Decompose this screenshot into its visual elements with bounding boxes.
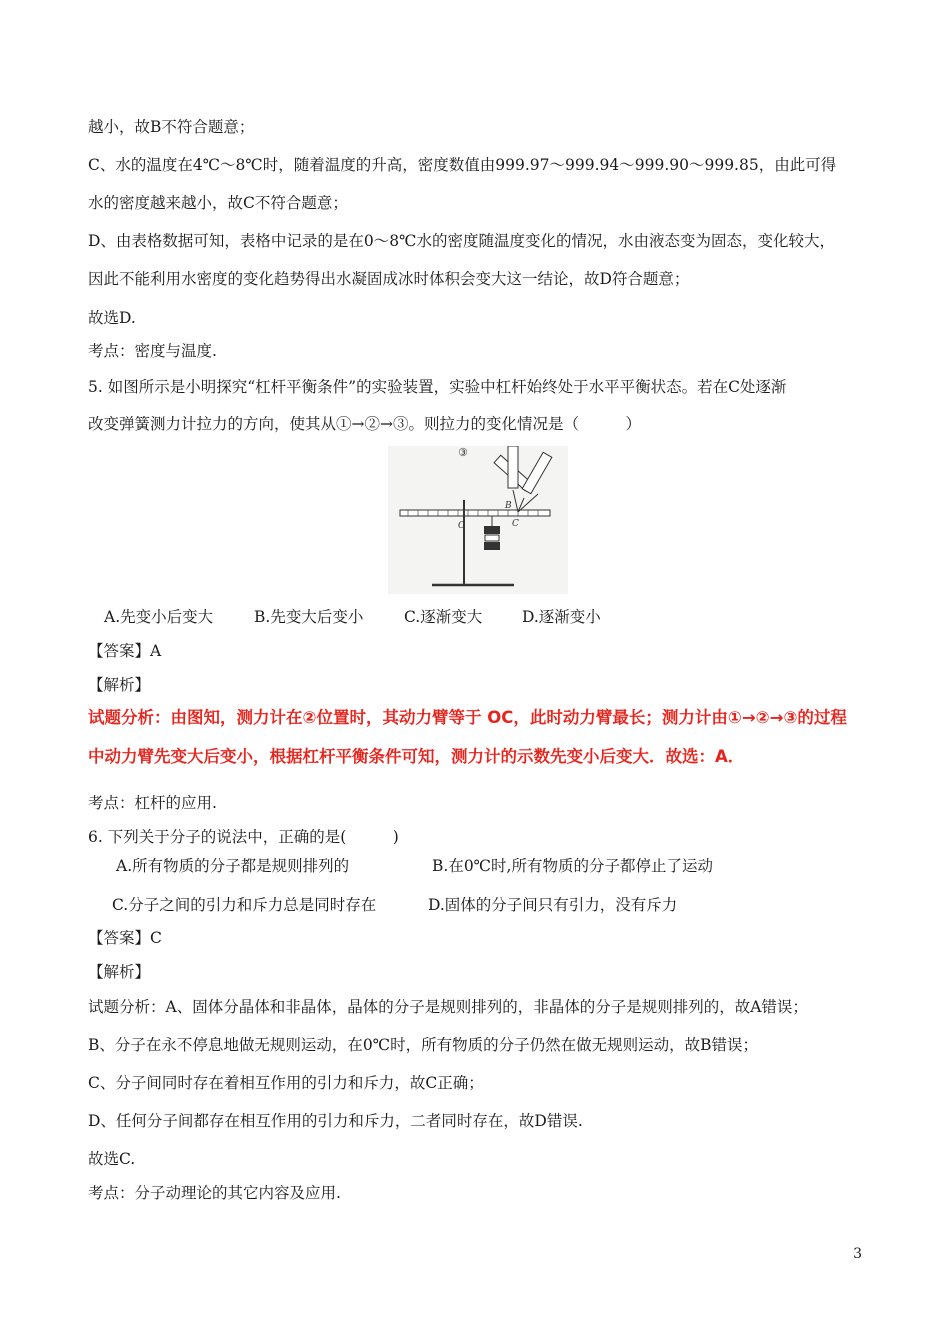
question-5-stem: 5. 如图所示是小明探究“杠杆平衡条件”的实验装置，实验中杠杆始终处于水平平衡状态。若在C处逐渐 <box>88 378 787 396</box>
option-d: D.逐渐变小 <box>522 608 601 626</box>
text-line: 水的密度越来越小，故C不符合题意； <box>88 194 348 212</box>
text-line: 故选D. <box>88 309 136 327</box>
option-a: A.先变小后变大 <box>104 608 214 626</box>
position-3-label: ③ <box>458 446 468 459</box>
topic-line: 考点：分子动理论的其它内容及应用. <box>88 1184 341 1202</box>
option-b: B.在0℃时,所有物质的分子都停止了运动 <box>432 857 713 875</box>
text-line: 考点：密度与温度. <box>88 342 217 360</box>
analysis-text-red: 中动力臂先变大后变小，根据杠杆平衡条件可知，测力计的示数先变小后变大．故选：A． <box>88 747 745 766</box>
lever-figure <box>388 446 568 594</box>
option-a: A.所有物质的分子都是规则排列的 <box>116 857 350 875</box>
question-5-stem: 改变弹簧测力计拉力的方向，使其从①→②→③。则拉力的变化情况是（ ） <box>88 415 641 433</box>
question-6-stem: 6. 下列关于分子的说法中，正确的是( ) <box>88 828 399 846</box>
text-line: C、水的温度在4℃～8℃时，随着温度的升高，密度数值由999.97～999.94～999.90～999.85，由此可得 <box>88 156 837 174</box>
point-c-label: C <box>512 519 519 529</box>
answer-label: 【答案】A <box>88 642 162 660</box>
option-b: B.先变大后变小 <box>254 608 364 626</box>
analysis-label: 【解析】 <box>88 963 151 981</box>
option-d: D.固体的分子间只有引力，没有斥力 <box>428 896 678 914</box>
point-b-label: B <box>505 501 512 511</box>
option-c: C.逐渐变大 <box>404 608 483 626</box>
text-line: 因此不能利用水密度的变化趋势得出水凝固成冰时体积会变大这一结论，故D符合题意； <box>88 270 690 288</box>
analysis-label: 【解析】 <box>88 676 151 694</box>
text-line: D、由表格数据可知，表格中记录的是在0～8℃水的密度随温度变化的情况，水由液态变为固态，变化较大， <box>88 232 835 250</box>
text-line: 故选C. <box>88 1150 136 1168</box>
text-line: 越小，故B不符合题意； <box>88 118 255 136</box>
answer-label: 【答案】C <box>88 929 162 947</box>
analysis-text-red: 试题分析：由图知，测力计在②位置时，其动力臂等于 OC，此时动力臂最长；测力计由①→②→③的过程 <box>88 708 847 727</box>
text-line: C、分子间同时存在着相互作用的引力和斥力，故C正确； <box>88 1074 484 1092</box>
topic-line: 考点：杠杆的应用. <box>88 794 217 812</box>
page-number: 3 <box>853 1246 862 1262</box>
text-line: D、任何分子间都存在相互作用的引力和斥力，二者同时存在，故D错误. <box>88 1112 583 1130</box>
text-line: 试题分析：A、固体分晶体和非晶体，晶体的分子是规则排列的，非晶体的分子是规则排列的，故A错误； <box>88 998 808 1016</box>
point-o-label: O <box>458 521 466 531</box>
text-line: B、分子在永不停息地做无规则运动，在0℃时，所有物质的分子仍然在做无规则运动，故B错误； <box>88 1036 758 1054</box>
option-c: C.分子之间的引力和斥力总是同时存在 <box>112 896 377 914</box>
